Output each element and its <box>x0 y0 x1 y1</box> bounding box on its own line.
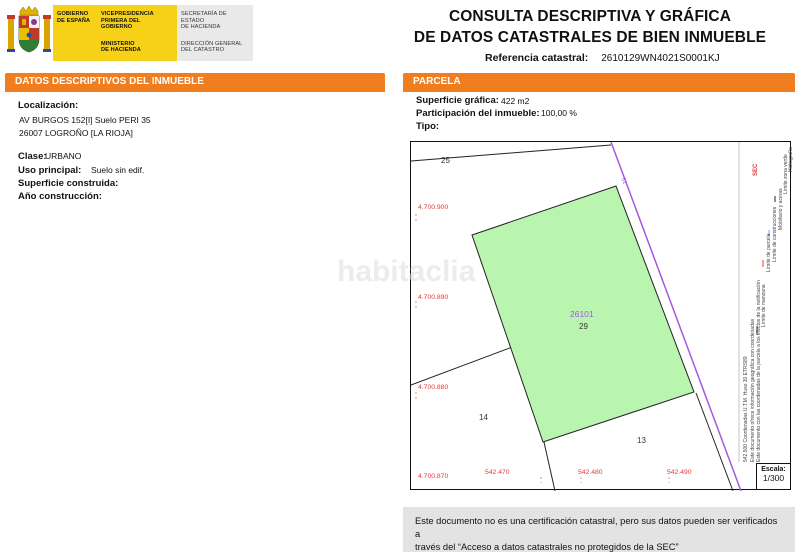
superficie-grafica-value: 422 m2 <box>501 96 530 106</box>
ministry-block <box>97 5 177 61</box>
descriptive-data-divider <box>5 90 385 92</box>
y-coord-4: 4.700.870 <box>418 473 449 480</box>
tipo-label: Tipo: <box>416 121 440 132</box>
x-coord-3: 542.490 <box>667 469 692 476</box>
address-line-2: 26007 LOGROÑO [LA RIOJA] <box>19 128 133 138</box>
disclaimer-line-1: Este documento no es una certificación catastral, pero sus datos pueden ser verificados a <box>415 516 778 539</box>
vicepresidencia-text: VICEPRESIDENCIA PRIMERA DEL GOBIERNO <box>101 11 154 30</box>
coat-of-arms-icon <box>5 5 53 61</box>
page-header <box>0 0 800 72</box>
gobierno-text: GOBIERNO DE ESPAÑA <box>57 11 91 24</box>
direccion-text: DIRECCIÓN GENERAL DEL CATASTRO <box>181 40 243 53</box>
legend-item-1: Límite de manzana <box>761 284 767 327</box>
scale-value: 1/300 <box>762 473 785 483</box>
street-side-label: 51 <box>619 176 628 186</box>
cadastral-reference-label: Referencia catastral: <box>485 52 589 64</box>
scale-label: Escala: <box>761 466 786 473</box>
gobierno-block <box>53 5 97 61</box>
legend-item-4: Mobiliario y aceras <box>778 188 784 230</box>
anio-construccion-label: Año construcción: <box>18 191 102 202</box>
neighbor-25-label: 25 <box>441 156 450 165</box>
neighbor-13-label: 13 <box>637 436 646 445</box>
y-coord-3: 4.700.880 <box>418 384 449 391</box>
title-line-1: CONSULTA DESCRIPTIVA Y GRÁFICA <box>448 8 731 25</box>
secretaria-text: SECRETARÍA DE ESTADO DE HACIENDA <box>181 11 227 30</box>
parcel-number-label: 29 <box>579 322 588 331</box>
participacion-label: Participación del inmueble: <box>416 108 540 119</box>
clase-value: URBANO <box>45 151 82 161</box>
title-line-2: DE DATOS CATASTRALES DE BIEN INMUEBLE <box>413 29 767 46</box>
legend-item-3: Límite de construcciones <box>772 206 778 262</box>
y-coord-2: 4.700.890 <box>418 294 449 301</box>
parcela-divider <box>403 90 795 92</box>
participacion-value: 100,00 % <box>541 108 577 118</box>
clase-label: Clase: <box>18 151 47 162</box>
x-coord-2: 542.480 <box>578 469 603 476</box>
uso-principal-value: Suelo sin edif. <box>91 165 145 175</box>
government-logo <box>5 5 255 61</box>
boundary-line-right <box>696 393 733 491</box>
sec-brand-logo: SEC <box>753 163 759 176</box>
boundary-line-14 <box>411 346 515 385</box>
x-coord-1: 542.470 <box>485 469 510 476</box>
document-title <box>380 6 800 48</box>
disclaimer-line-2: través del “Acceso a datos catastrales no protegidos de la SEC” <box>415 542 679 552</box>
cadastral-reference <box>485 52 720 64</box>
parcel-reference-label: 26101 <box>570 309 594 319</box>
address-line-1: AV BURGOS 152[I] Suelo PERI 35 <box>19 115 151 125</box>
ministerio-text: MINISTERIO DE HACIENDA <box>101 40 141 53</box>
disclaimer-note <box>403 507 795 552</box>
legend-item-5: Límite zona verde <box>783 154 789 194</box>
uso-principal-label: Uso principal: <box>18 165 82 176</box>
legend-note-3: Este documento con las coordenadas de la parcela a los efectos de la notificación <box>756 280 762 462</box>
legend-note-2: Este documento ofrece información geográfica con coordenadas <box>750 318 756 462</box>
descriptive-data-header: DATOS DESCRIPTIVOS DEL INMUEBLE <box>5 73 385 91</box>
legend-note-1: 542.500 Coordenadas U.T.M. Huso 30 ETRS89 <box>743 356 749 462</box>
neighbor-14-label: 14 <box>479 413 488 422</box>
scale-box <box>756 463 790 489</box>
legend-item-6: Hidrografía <box>788 147 794 172</box>
superficie-grafica-label: Superficie gráfica: <box>416 95 499 106</box>
parcela-header: PARCELA <box>403 73 795 91</box>
y-coord-1: 4.700.900 <box>418 204 449 211</box>
plan-drawing <box>411 142 792 491</box>
legend-item-2: Límite de parcela <box>766 233 772 272</box>
superficie-construida-label: Superficie construida: <box>18 178 119 189</box>
cadastral-reference-value: 2610129WN4021S0001KJ <box>601 53 720 64</box>
watermark: habitaclia <box>337 255 476 288</box>
secretaria-block <box>177 5 253 61</box>
cadastral-plan[interactable] <box>410 141 794 490</box>
boundary-line-13 <box>544 442 555 491</box>
localizacion-label: Localización: <box>18 100 79 111</box>
